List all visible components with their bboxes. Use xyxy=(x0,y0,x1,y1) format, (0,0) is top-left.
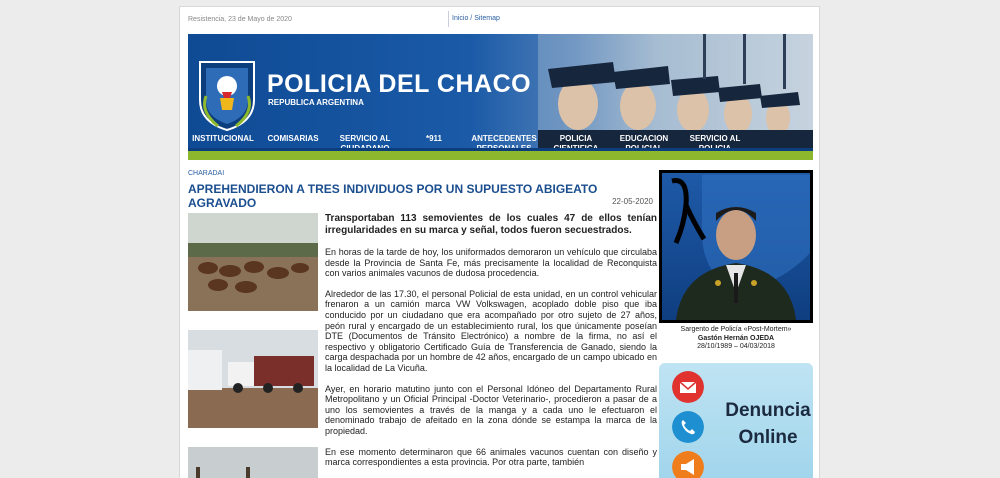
nav-label: EDUCACION xyxy=(619,134,669,143)
inicio-link[interactable]: Inicio xyxy=(452,15,469,22)
denuncia-line1: Denuncia xyxy=(725,400,811,421)
current-date: Resistencia, 23 de Mayo de 2020 xyxy=(188,16,292,23)
article-paragraph: Alrededor de las 17.30, el personal Policial de esta unidad, en un control vehicular frenaron a un camión marca VW Volkswagen, acoplado doble piso que iba conducido por un ciudadano que era acompañado por otro sujeto de 27 años, peón rural y encargado de un establecimiento rural, los que únicamente poseían DTE (Documentos de Tránsito Electrónico) a nombre de la firma, no así el respectivo y obligatorio Certificado Guía de Transferencia de Ganado, siendo la carga despachada por un hombre de 42 años, encargado de un campo ubicado en la localidad de La Vicuña. xyxy=(325,288,657,373)
article-headline[interactable]: APREHENDIERON A TRES INDIVIDUOS POR UN SUPUESTO ABIGEATO AGRAVADO xyxy=(188,182,598,210)
memorial-card[interactable] xyxy=(659,170,813,323)
article-lead: Transportaban 113 semovientes de los cuales 47 de ellos tenían irregularidades en su marca y señal, todos fueron secuestrados. xyxy=(325,213,657,236)
page-container xyxy=(179,6,820,478)
link-separator: / xyxy=(468,15,475,22)
nav-item-911[interactable] xyxy=(416,134,452,144)
article-category[interactable]: CHARADAI xyxy=(188,170,225,177)
article-photos xyxy=(188,213,318,478)
nav-label: SERVICIO AL xyxy=(689,134,741,143)
memorial-caption xyxy=(659,326,813,352)
article-body xyxy=(325,213,657,478)
nav-label: COMISARIAS xyxy=(267,134,319,143)
sitemap-link[interactable]: Sitemap xyxy=(474,15,500,22)
nav-label: ANTECEDENTES xyxy=(471,134,537,143)
nav-label: SERVICIO AL xyxy=(339,134,391,143)
police-shield-icon xyxy=(196,56,258,132)
top-links xyxy=(452,15,500,22)
banner-green-stripe xyxy=(188,151,813,160)
truck-photo[interactable] xyxy=(188,330,318,428)
site-subtitle: REPUBLICA ARGENTINA xyxy=(268,98,364,107)
officers-photo xyxy=(538,34,813,149)
cattle-photo[interactable] xyxy=(188,213,318,311)
officer-portrait xyxy=(662,173,810,320)
topbar-divider xyxy=(448,11,449,27)
nav-label: POLICIA xyxy=(559,134,593,143)
top-bar xyxy=(180,7,819,31)
email-icon xyxy=(672,371,704,403)
article-paragraph: En horas de la tarde de hoy, los uniformados demoraron un vehículo que circulaba desde la Provincia de Santa Fe, más precisamente la localidad de Reconquista con varios animales vacunos de dudosa procedencia. xyxy=(325,247,657,279)
memorial-portrait xyxy=(662,173,810,320)
denuncia-label xyxy=(723,397,813,451)
nav-item-comisarias[interactable] xyxy=(264,134,322,144)
memorial-rank: Sargento de Policía «Post-Mortem» xyxy=(680,326,792,333)
nav-item-institucional[interactable] xyxy=(190,134,256,144)
site-title[interactable]: POLICIA DEL CHACO xyxy=(267,70,532,98)
article-paragraph: Ayer, en horario matutino junto con el Personal Idóneo del Departamento Rural Metropolitano y un Oficial Principal -Doctor Veterinario-, procedieron a pasar de a uno los semovientes a través de la manga y a cada uno le efectuaron el denominado trabajo de afeitado en la zona dónde se estampa la marca de la propiedad. xyxy=(325,383,657,436)
memorial-name: Gastón Hernán OJEDA xyxy=(697,334,775,342)
article-section xyxy=(188,170,657,468)
article-paragraph: En ese momento determinaron que 66 animales vacunos cuentan con diseño y marca correspondientes a esta provincia. Por otra parte, también xyxy=(325,446,657,468)
denuncia-online-banner[interactable] xyxy=(659,363,813,478)
nav-label: INSTITUCIONAL xyxy=(192,134,254,143)
article-date: 22-05-2020 xyxy=(612,197,653,206)
nav-label: *911 xyxy=(425,134,443,143)
memorial-dates: 28/10/1989 – 04/03/2018 xyxy=(697,343,775,350)
denuncia-line2: Online xyxy=(738,427,798,448)
phone-icon xyxy=(672,411,704,443)
megaphone-icon xyxy=(672,451,704,478)
header-banner xyxy=(188,34,813,160)
corral-photo[interactable] xyxy=(188,447,318,478)
